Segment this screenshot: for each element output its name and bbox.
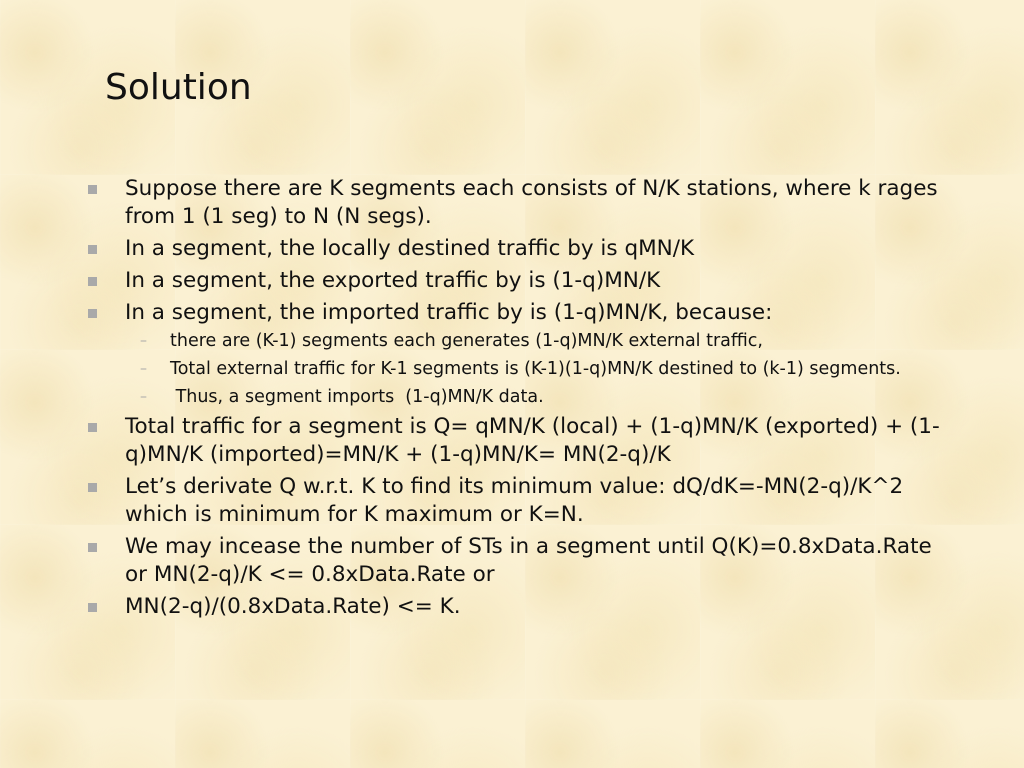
bullet-text: We may incease the number of STs in a segment until Q(K)=0.8xData.Rate or MN(2-q)/K <= 0.8xData.Rate or [125, 534, 932, 587]
square-bullet-icon [88, 245, 97, 254]
square-bullet-icon [88, 603, 97, 612]
slide-title: Solution [105, 67, 252, 108]
bullet-text: MN(2-q)/(0.8xData.Rate) <= K. [125, 594, 461, 619]
bullet-item [88, 267, 948, 295]
bullet-text: Total traffic for a segment is Q= qMN/K (local) + (1-q)MN/K (exported) + (1-q)MN/K (imported)=MN/K + (1-q)MN/K= MN(2-q)/K [125, 414, 940, 467]
sub-bullet-text: Total external traffic for K-1 segments is (K-1)(1-q)MN/K destined to (k-1) segments. [170, 359, 901, 379]
sub-bullet-list [125, 329, 948, 409]
bullet-item [88, 533, 948, 589]
bullet-item [88, 235, 948, 263]
dash-bullet-icon: – [140, 361, 147, 377]
bullet-text: In a segment, the locally destined traffic by is qMN/K [125, 236, 695, 261]
bullet-list [88, 175, 948, 625]
bullet-item [88, 175, 948, 231]
bullet-item [88, 413, 948, 469]
bullet-text: Let’s derivate Q w.r.t. K to find its minimum value: dQ/dK=-MN(2-q)/K^2 which is minimum for K maximum or K=N. [125, 474, 904, 527]
dash-bullet-icon: – [140, 389, 147, 405]
square-bullet-icon [88, 543, 97, 552]
square-bullet-icon [88, 483, 97, 492]
sub-bullet-item [125, 385, 948, 409]
square-bullet-icon [88, 185, 97, 194]
sub-bullet-text: there are (K-1) segments each generates (1-q)MN/K external traffic, [170, 331, 763, 351]
sub-bullet-item [125, 329, 948, 353]
bullet-text: In a segment, the imported traffic by is (1-q)MN/K, because: [125, 300, 773, 325]
bullet-item [88, 299, 948, 409]
bullet-text: Suppose there are K segments each consists of N/K stations, where k rages from 1 (1 seg) to N (N segs). [125, 176, 938, 229]
sub-bullet-item [125, 357, 948, 381]
bullet-item [88, 593, 948, 621]
square-bullet-icon [88, 423, 97, 432]
square-bullet-icon [88, 277, 97, 286]
dash-bullet-icon: – [140, 333, 147, 349]
square-bullet-icon [88, 309, 97, 318]
sub-bullet-text: Thus, a segment imports (1-q)MN/K data. [170, 387, 544, 407]
bullet-text: In a segment, the exported traffic by is (1-q)MN/K [125, 268, 661, 293]
bullet-item [88, 473, 948, 529]
